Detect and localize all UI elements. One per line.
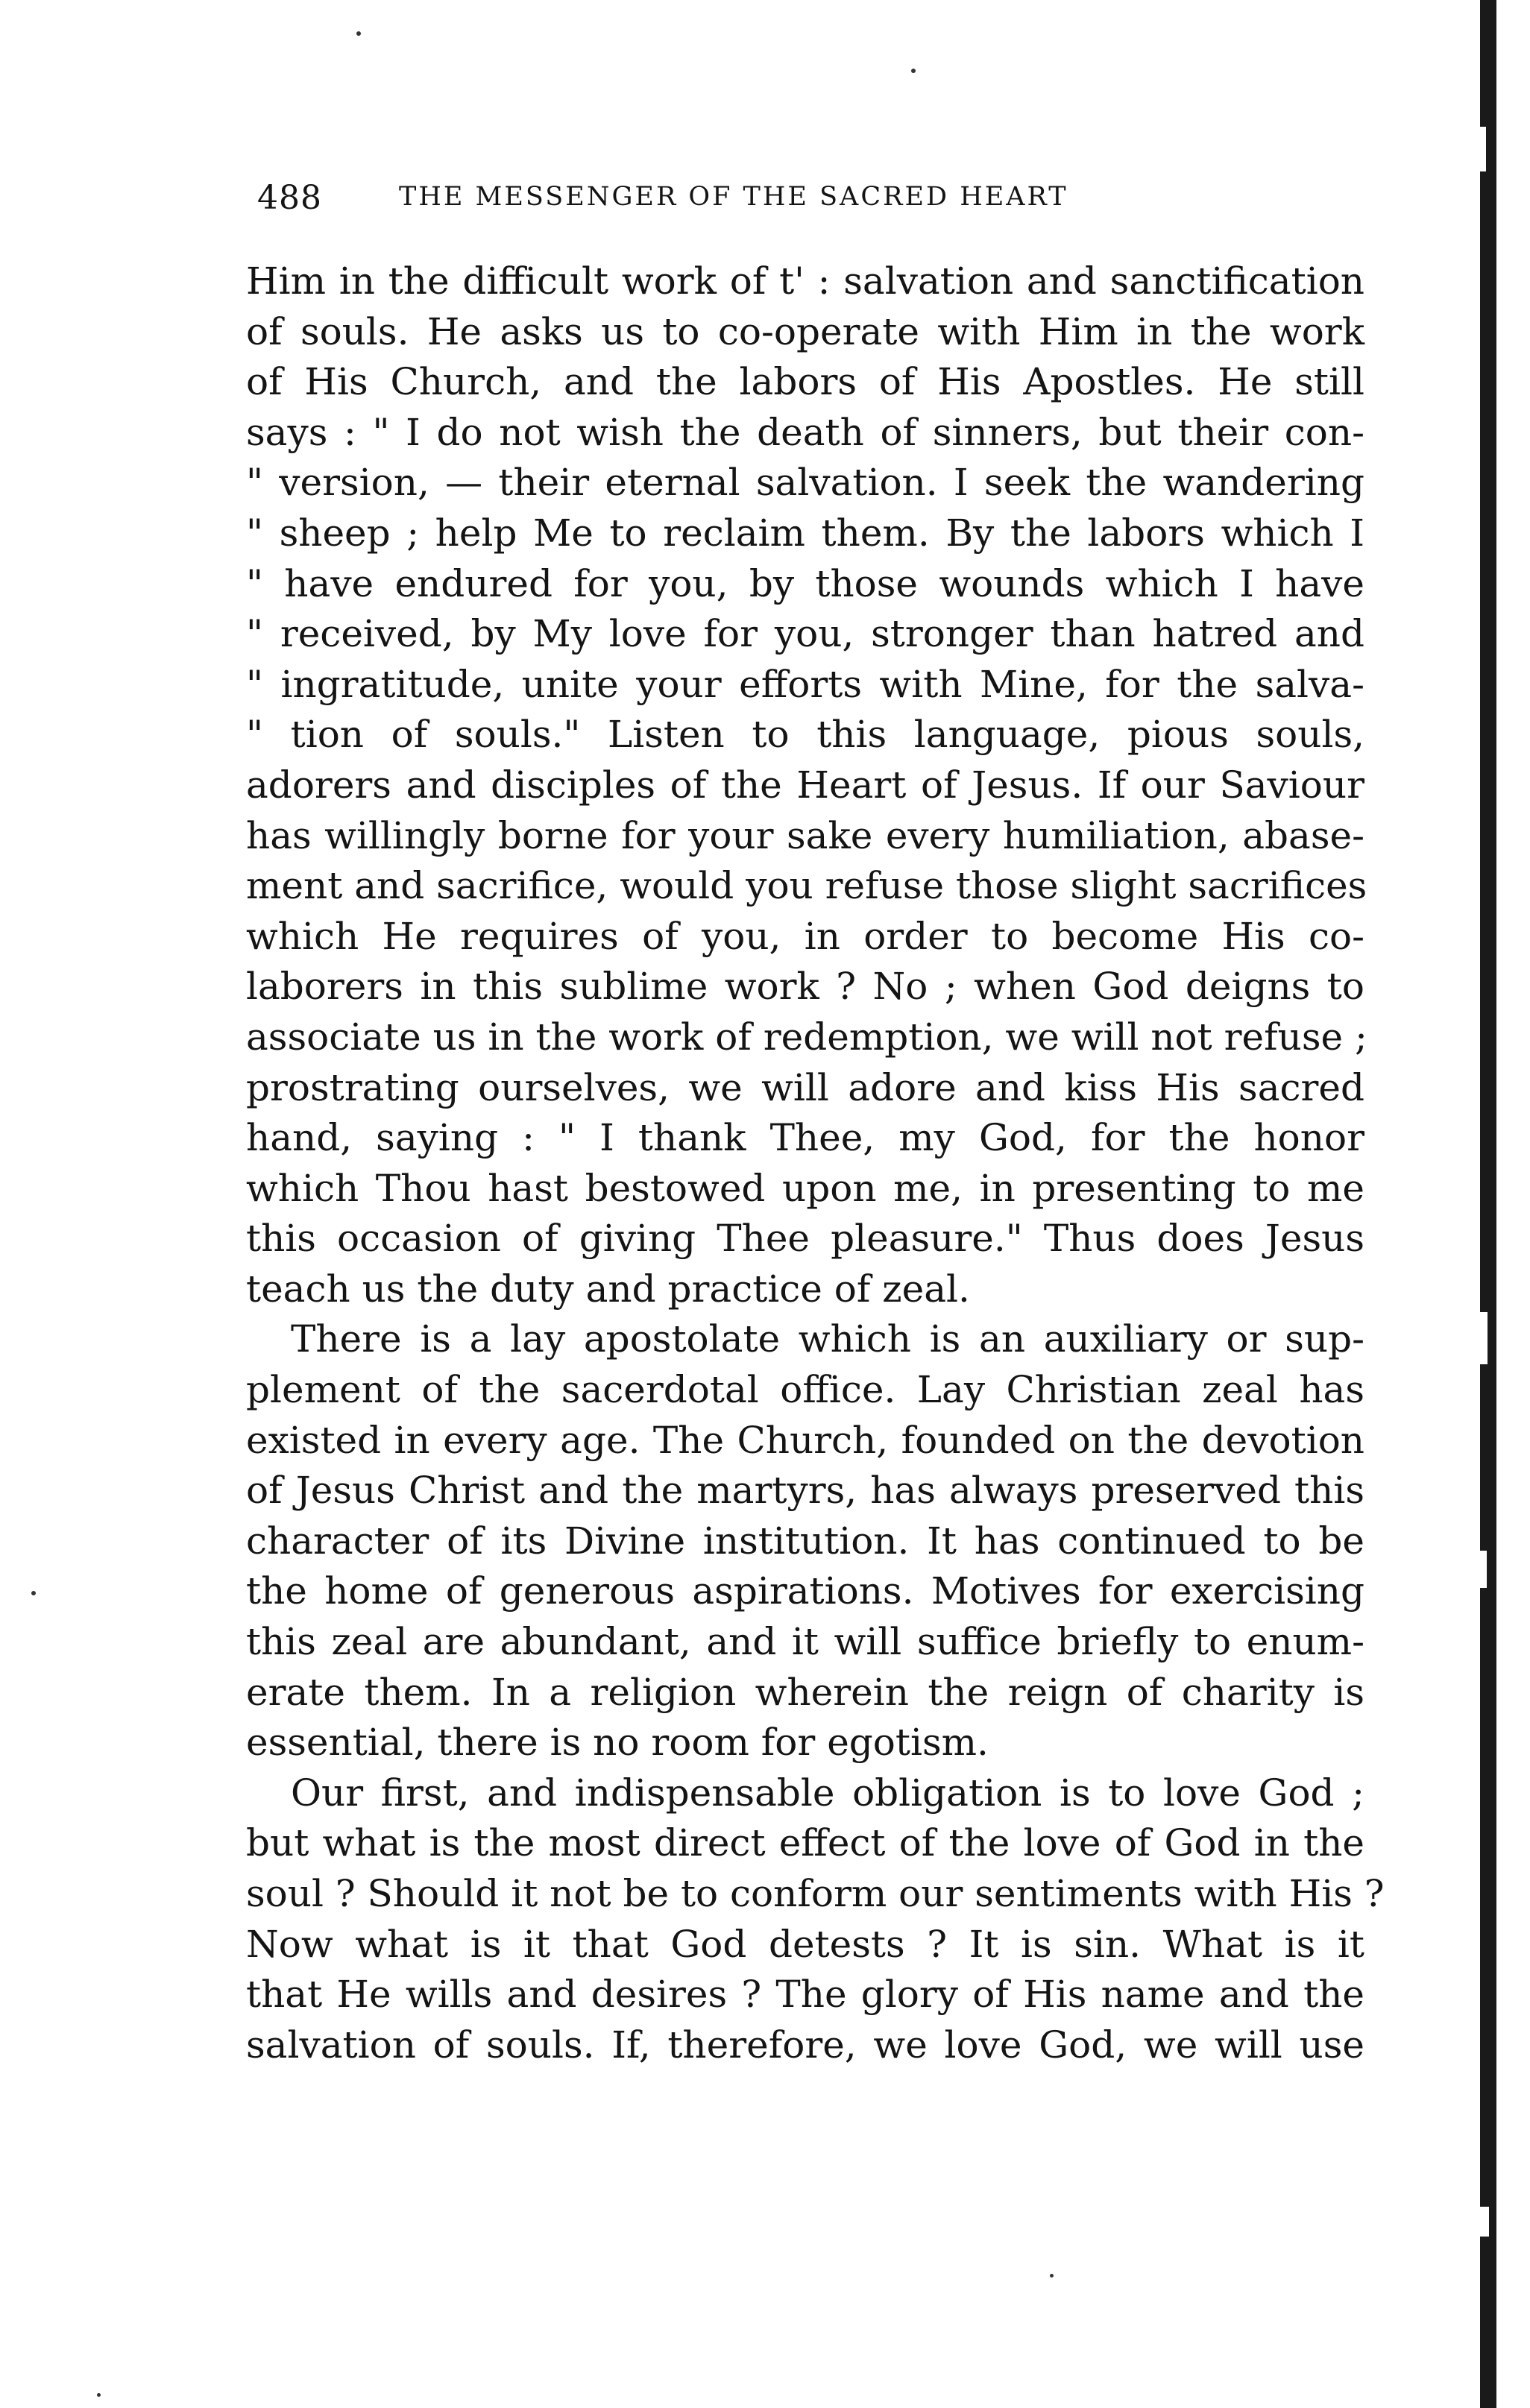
page-edge-notch bbox=[1480, 1551, 1487, 1588]
text-line: " sheep ; help Me to reclaim them. By the labors which I bbox=[246, 511, 1364, 555]
page-edge-shadow bbox=[1480, 0, 1496, 2408]
page-edge-notch bbox=[1480, 2207, 1489, 2237]
text-line: salvation of souls. If, therefore, we love God, we will use bbox=[246, 2023, 1364, 2067]
text-line: " tion of souls." Listen to this language, pious souls, bbox=[246, 713, 1364, 757]
text-line: character of its Divine institution. It has continued to be bbox=[246, 1519, 1364, 1563]
running-head bbox=[257, 179, 1376, 224]
text-line: which Thou hast bestowed upon me, in presenting to me bbox=[246, 1166, 1364, 1210]
text-line: this occasion of giving Thee pleasure." Thus does Jesus bbox=[246, 1217, 1364, 1261]
paper-speck bbox=[1050, 2274, 1054, 2278]
text-line: adorers and disciples of the Heart of Jesus. If our Saviour bbox=[246, 763, 1364, 807]
text-line: but what is the most direct effect of the love of God in the bbox=[246, 1821, 1364, 1865]
text-line: associate us in the work of redemption, we will not refuse ; bbox=[246, 1015, 1367, 1059]
text-line: that He wills and desires ? The glory of His name and the bbox=[246, 1973, 1364, 2017]
text-line: ment and sacrifice, would you refuse those slight sacrifices bbox=[246, 864, 1367, 908]
text-line: " version, — their eternal salvation. I seek the wandering bbox=[246, 461, 1364, 505]
running-title: THE MESSENGER OF THE SACRED HEART bbox=[399, 182, 1068, 212]
page-number: 488 bbox=[257, 179, 322, 217]
paper-speck bbox=[356, 31, 361, 36]
text-line: has willingly borne for your sake every humiliation, abase- bbox=[246, 813, 1364, 857]
paper-speck bbox=[911, 69, 916, 73]
text-line: There is a lay apostolate which is an auxiliary or sup- bbox=[291, 1317, 1364, 1361]
paper-speck bbox=[31, 1591, 36, 1595]
text-line: Him in the difficult work of t' : salvation and sanctification bbox=[246, 259, 1364, 303]
body-text bbox=[246, 256, 1385, 2070]
text-line: of Jesus Christ and the martyrs, has always preserved this bbox=[246, 1469, 1364, 1513]
text-line: Our first, and indispensable obligation is to love God ; bbox=[291, 1771, 1364, 1815]
text-line: Now what is it that God detests ? It is sin. What is it bbox=[246, 1922, 1364, 1966]
text-line: which He requires of you, in order to become His co- bbox=[246, 914, 1364, 958]
text-line: " received, by My love for you, stronger than hatred and bbox=[246, 612, 1364, 656]
text-line: the home of generous aspirations. Motives for exercising bbox=[246, 1569, 1364, 1613]
text-line: of souls. He asks us to co-operate with Him in the work bbox=[246, 309, 1364, 353]
text-line: essential, there is no room for egotism. bbox=[246, 1721, 989, 1765]
page-edge-notch bbox=[1480, 1312, 1488, 1364]
page-edge-notch bbox=[1480, 127, 1486, 171]
text-line: soul ? Should it not be to conform our sentiments with His ? bbox=[246, 1872, 1385, 1915]
text-line: laborers in this sublime work ? No ; when God deigns to bbox=[246, 965, 1364, 1009]
text-line: " have endured for you, by those wounds which I have bbox=[246, 561, 1364, 605]
paper-speck bbox=[97, 2393, 101, 2397]
text-line: prostrating ourselves, we will adore and kiss His sacred bbox=[246, 1065, 1364, 1109]
text-line: of His Church, and the labors of His Apostles. He still bbox=[246, 360, 1364, 404]
text-line: existed in every age. The Church, founded on the devotion bbox=[246, 1418, 1364, 1462]
text-line: hand, saying : " I thank Thee, my God, for the honor bbox=[246, 1116, 1364, 1160]
text-line: erate them. In a religion wherein the reign of charity is bbox=[246, 1670, 1364, 1714]
text-line: this zeal are abundant, and it will suffice briefly to enum- bbox=[246, 1620, 1364, 1664]
text-line: plement of the sacerdotal office. Lay Christian zeal has bbox=[246, 1368, 1364, 1412]
text-line: says : " I do not wish the death of sinners, but their con- bbox=[246, 410, 1364, 454]
text-line: teach us the duty and practice of zeal. bbox=[246, 1267, 970, 1311]
text-line: " ingratitude, unite your efforts with Mine, for the salva- bbox=[246, 662, 1364, 706]
